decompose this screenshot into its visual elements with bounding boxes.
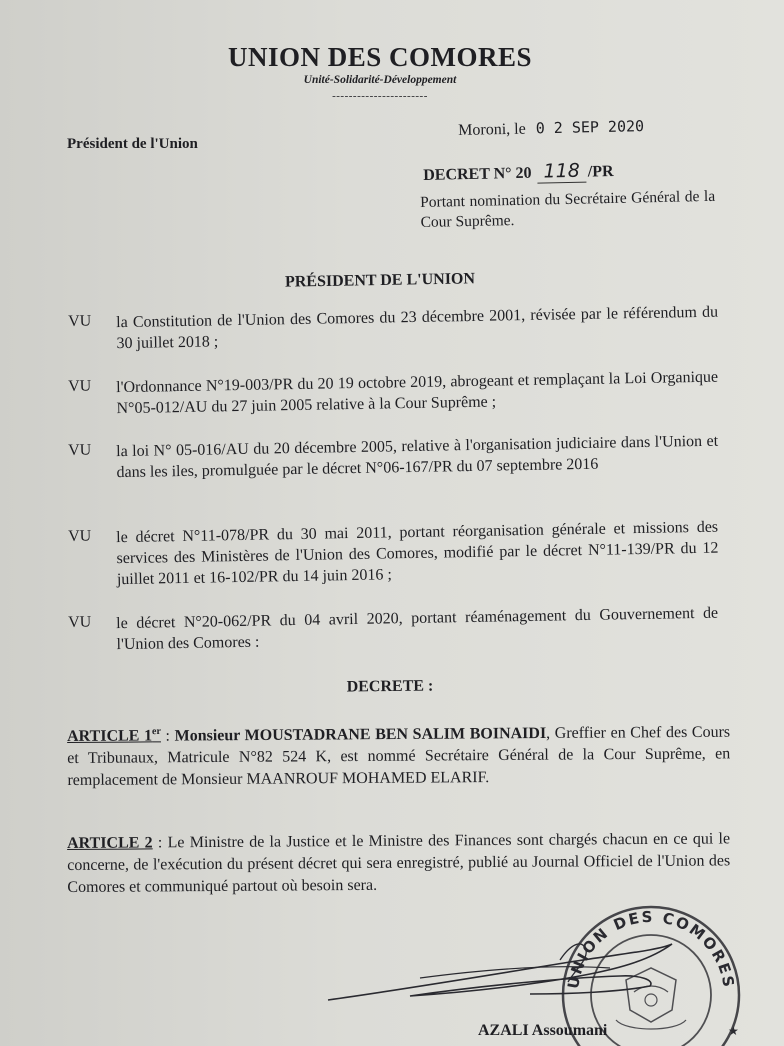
seal-star-icon: ★	[728, 1024, 739, 1038]
article-2-text: Le Ministre de la Justice et le Ministre des Finances sont chargés chacun en ce qui le concerne, de l'exécution du présent décret qui sera enregistré, publié au Journal Officiel de l'Union des Comores et communiqué partout où besoin sera.	[67, 830, 731, 896]
vu-text: le décret N°11-078/PR du 30 mai 2011, portant réorganisation générale et missions des services des Ministères de l'Union des Comores, modifié par le décret N°11-139/PR du 12 juillet 2011 et 16-102/PR du 14 juin 2016 ;	[116, 518, 719, 589]
appointee-name: Monsieur MOUSTADRANE BEN SALIM BOINAIDI	[174, 724, 547, 745]
header-rule: -----------------------	[332, 90, 428, 102]
article-1-text: , Greffier en Chef des Cours et Tribunaux, Matricule N°82 524 K, est nommé Secrétaire Général de la Cour Suprême, en remplacement de Monsieur MAANROUF MOHAMED ELARIF.	[67, 723, 731, 790]
place-date	[458, 117, 644, 140]
signatory-name: AZALI Assoumani	[478, 1022, 608, 1039]
date-stamp: 0 2 SEP 2020	[535, 117, 645, 138]
header-motto: Unité-Solidarité-Développement	[303, 74, 457, 86]
vu-item	[68, 517, 719, 591]
header-country: UNION DES COMORES	[227, 42, 533, 72]
vu-item	[68, 603, 719, 656]
decree-suffix: /PR	[587, 163, 614, 181]
seal-emblem-icon	[616, 968, 686, 1029]
decrete-heading: DECRETE :	[346, 677, 434, 696]
vu-label: VU	[68, 527, 92, 545]
article-2-label: ARTICLE 2	[67, 834, 153, 852]
article-1-label	[67, 728, 161, 746]
vu-item	[68, 367, 719, 420]
vu-item	[68, 431, 719, 484]
vu-text: la loi N° 05-016/AU du 20 décembre 2005, relative à l'organisation judiciaire dans l'Union et dans les iles, promulguée par le décret N°06-167/PR du 07 septembre 2016	[116, 432, 719, 482]
vu-text: le décret N°20-062/PR du 04 avril 2020, portant réaménagement du Gouvernement de l'Union des Comores :	[116, 604, 719, 654]
article-1-label-text: ARTICLE 1	[67, 727, 153, 746]
vu-label: VU	[68, 613, 92, 631]
article-1	[67, 717, 730, 792]
vu-label: VU	[68, 377, 92, 395]
decree-subject: Portant nomination du Secrétaire Général de la Cour Suprême.	[420, 187, 716, 231]
article-1-label-sup: er	[151, 726, 161, 738]
decree-handwritten-number: 118	[537, 160, 586, 184]
section-heading: PRÉSIDENT DE L'UNION	[284, 270, 476, 291]
article-2-separator: :	[152, 834, 168, 852]
vu-label: VU	[68, 312, 92, 330]
place-label: Moroni, le	[458, 120, 526, 139]
article-2	[67, 828, 730, 899]
vu-label: VU	[68, 441, 92, 459]
vu-item	[68, 302, 719, 355]
seal-ring-text: UNION DES COMORES	[564, 907, 738, 991]
vu-text: la Constitution de l'Union des Comores du 23 décembre 2001, révisée par le référendum du 30 juillet 2018 ;	[116, 303, 719, 353]
article-1-separator: :	[160, 727, 175, 745]
decree-number	[423, 159, 614, 185]
decree-prefix: DECRET N° 20	[423, 164, 532, 184]
issuer-label: Président de l'Union	[67, 136, 198, 152]
vu-text: l'Ordonnance N°19-003/PR du 20 19 octobre 2019, abrogeant et remplaçant la Loi Organique N°05-012/AU du 27 juin 2005 relative à la Cour Suprême ;	[116, 368, 719, 418]
